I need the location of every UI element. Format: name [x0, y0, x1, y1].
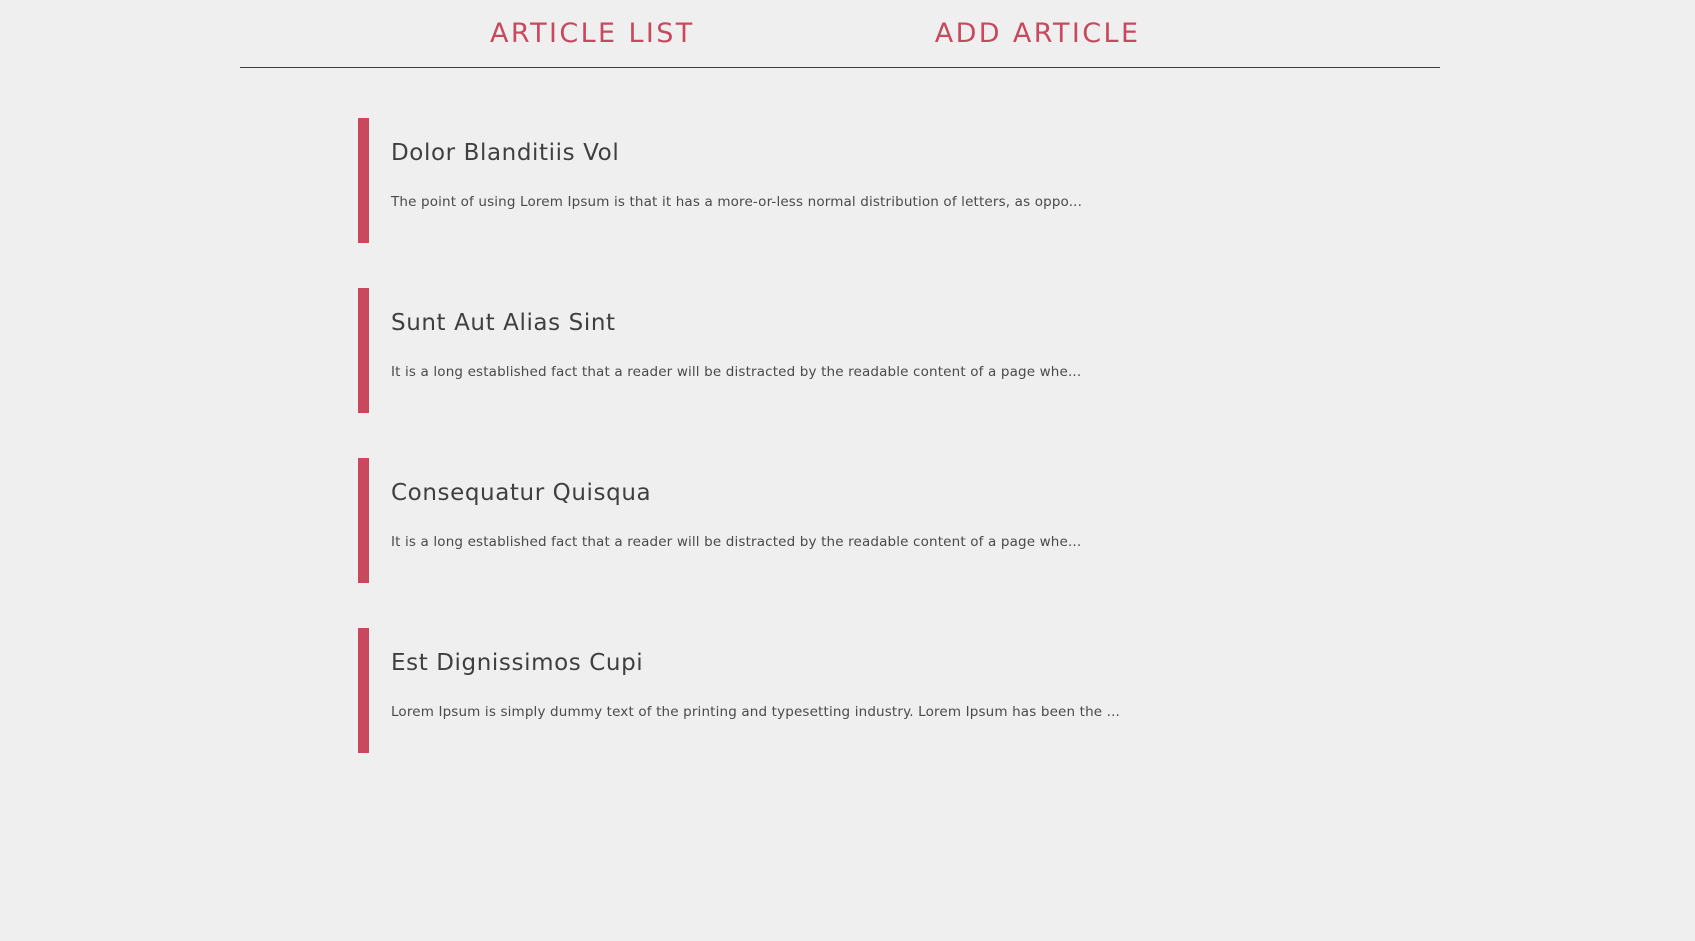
- article-title[interactable]: Sunt Aut Alias Sint: [391, 310, 616, 336]
- article-excerpt: It is a long established fact that a reader will be distracted by the readable content of a page whe...: [391, 533, 1082, 550]
- accent-bar: [358, 458, 369, 583]
- accent-bar: [358, 118, 369, 243]
- nav-items-container: [240, 0, 1440, 67]
- article-title[interactable]: Dolor Blanditiis Vol: [391, 140, 620, 166]
- article-excerpt: The point of using Lorem Ipsum is that it has a more-or-less normal distribution of letters, as oppo...: [391, 193, 1083, 210]
- tab-add-article[interactable]: ADD ARTICLE: [934, 18, 1141, 49]
- article-excerpt: Lorem Ipsum is simply dummy text of the printing and typesetting industry. Lorem Ipsum has been the ...: [391, 703, 1120, 720]
- article-list: [358, 118, 1458, 798]
- list-item[interactable]: [358, 288, 1458, 413]
- top-navigation: [240, 0, 1440, 68]
- article-title[interactable]: Consequatur Quisqua: [391, 480, 652, 506]
- accent-bar: [358, 628, 369, 753]
- article-excerpt: It is a long established fact that a reader will be distracted by the readable content of a page whe...: [391, 363, 1082, 380]
- article-title[interactable]: Est Dignissimos Cupi: [391, 650, 644, 676]
- list-item[interactable]: [358, 118, 1458, 243]
- tab-article-list[interactable]: ARTICLE LIST: [490, 18, 695, 49]
- list-item[interactable]: [358, 628, 1458, 753]
- accent-bar: [358, 288, 369, 413]
- list-item[interactable]: [358, 458, 1458, 583]
